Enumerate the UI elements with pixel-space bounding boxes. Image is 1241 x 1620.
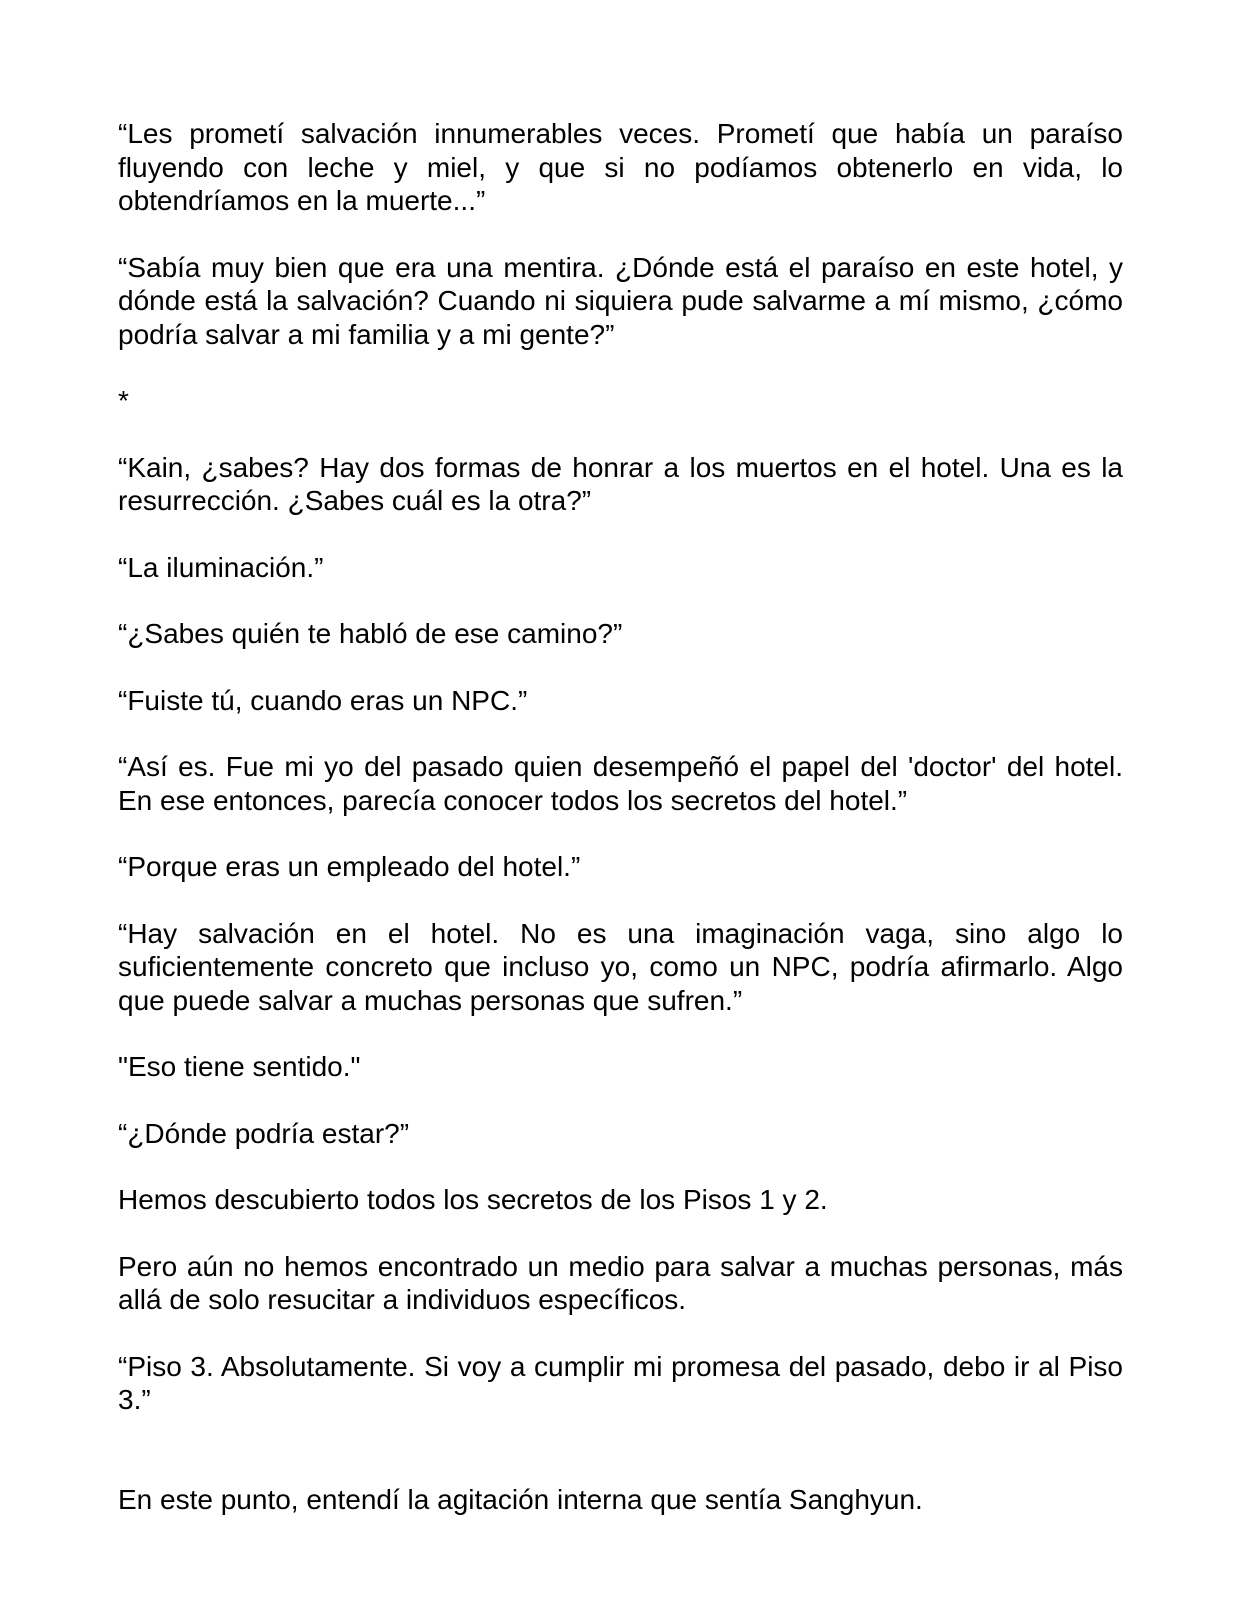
paragraph-13: Pero aún no hemos encontrado un medio para salvar a muchas personas, más allá de solo resucitar a individuos específicos. [118, 1250, 1123, 1315]
paragraph-3: “Kain, ¿sabes? Hay dos formas de honrar a los muertos en el hotel. Una es la resurrección. ¿Sabes cuál es la otra?” [118, 451, 1123, 516]
paragraph-9: “Hay salvación en el hotel. No es una imaginación vaga, sino algo lo suficientemente concreto que incluso yo, como un NPC, podría afirmarlo. Algo que puede salvar a muchas personas que sufren.” [118, 917, 1123, 1016]
paragraph-4: “La iluminación.” [118, 551, 324, 583]
paragraph-6: “Fuiste tú, cuando eras un NPC.” [118, 684, 528, 716]
paragraph-5: “¿Sabes quién te habló de ese camino?” [118, 618, 623, 649]
document-body [118, 117, 1123, 1549]
paragraph-11: “¿Dónde podría estar?” [118, 1117, 410, 1149]
paragraph-12: Hemos descubierto todos los secretos de los Pisos 1 y 2. [118, 1184, 828, 1215]
paragraph-8: “Porque eras un empleado del hotel.” [118, 851, 581, 882]
paragraph-2: “Sabía muy bien que era una mentira. ¿Dónde está el paraíso en este hotel, y dónde está la salvación? Cuando ni siquiera pude salvarme a mí mismo, ¿cómo podría salvar a mi familia y a mi gente?” [118, 251, 1123, 350]
scene-break-asterisk: * [118, 385, 129, 416]
paragraph-14: “Piso 3. Absolutamente. Si voy a cumplir mi promesa del pasado, debo ir al Piso 3.” [118, 1350, 1123, 1415]
paragraph-1: “Les prometí salvación innumerables veces. Prometí que había un paraíso fluyendo con leche y miel, y que si no podíamos obtenerlo en vida, lo obtendríamos en la muerte...” [118, 118, 1123, 216]
paragraph-10: "Eso tiene sentido." [118, 1051, 361, 1082]
paragraph-7: “Así es. Fue mi yo del pasado quien desempeñó el papel del 'doctor' del hotel. En ese entonces, parecía conocer todos los secretos del hotel.” [118, 751, 1123, 816]
paragraph-15: En este punto, entendí la agitación interna que sentía Sanghyun. [118, 1483, 923, 1515]
